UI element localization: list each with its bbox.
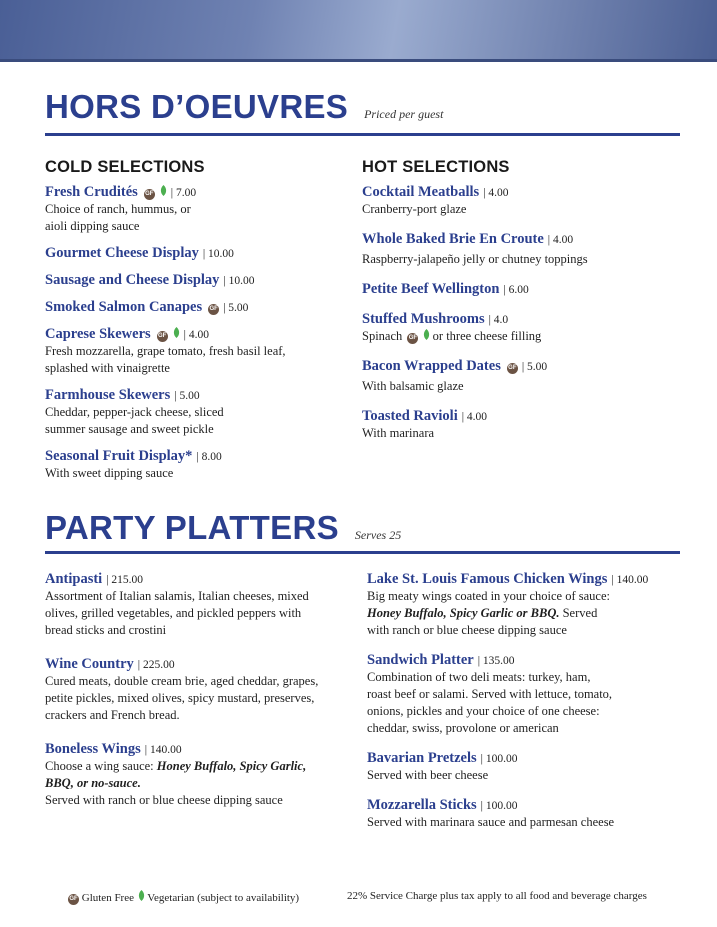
item-name: Mozzarella Sticks <box>367 797 477 813</box>
hot-selections <box>362 158 682 451</box>
item-description-part: Choose a wing sauce: <box>45 759 154 773</box>
item-name: Cocktail Meatballs <box>362 184 480 200</box>
item-description: Cured meats, double cream brie, aged cheddar, grapes, <box>45 674 319 688</box>
vegetarian-label: Vegetarian (subject to availability) <box>147 892 300 904</box>
item-description: aioli dipping sauce <box>45 219 140 233</box>
item-price: | 4.00 <box>483 187 509 199</box>
section-title: PARTY PLATTERS <box>45 509 339 546</box>
item-description: With balsamic glaze <box>362 379 464 393</box>
item-description: with ranch or blue cheese dipping sauce <box>367 623 567 637</box>
item-price: | 4.00 <box>183 329 209 341</box>
section-divider <box>45 551 680 554</box>
item-price: | 5.00 <box>174 390 200 402</box>
item-description: roast beef or salami. Served with lettuce, tomato, <box>367 687 613 701</box>
menu-item <box>362 310 682 345</box>
menu-item <box>45 655 350 724</box>
item-description: Cranberry-port glaze <box>362 202 467 216</box>
menu-item <box>45 244 345 262</box>
section-title: HORS D’OEUVRES <box>45 88 349 125</box>
gluten-free-icon: GF <box>144 189 155 200</box>
item-price: | 5.00 <box>521 361 548 373</box>
menu-item <box>362 230 682 268</box>
column-heading: COLD SELECTIONS <box>45 158 205 176</box>
item-description: splashed with vinaigrette <box>45 361 170 375</box>
menu-item <box>45 183 345 235</box>
menu-item <box>45 325 345 377</box>
item-description: summer sausage and sweet pickle <box>45 422 214 436</box>
item-name: Bavarian Pretzels <box>367 750 477 766</box>
item-description: crackers and French bread. <box>45 708 180 722</box>
item-price: | 100.00 <box>480 800 518 812</box>
item-description: Served with marinara sauce and parmesan cheese <box>367 815 615 829</box>
menu-item <box>45 740 350 809</box>
item-name: Stuffed Mushrooms <box>362 311 485 327</box>
platters-right-column <box>367 570 682 840</box>
menu-item <box>367 651 682 737</box>
item-name: Lake St. Louis Famous Chicken Wings <box>367 571 608 587</box>
item-price: | 7.00 <box>170 187 197 199</box>
item-price: | 215.00 <box>106 574 144 586</box>
item-name: Toasted Ravioli <box>362 408 458 424</box>
sauce-options: Honey Buffalo, Spicy Garlic or BBQ. <box>367 606 560 620</box>
item-description: With sweet dipping sauce <box>45 466 174 480</box>
sauce-options: Honey Buffalo, Spicy Garlic, <box>156 759 307 773</box>
item-description <box>45 775 350 792</box>
gluten-free-icon: GF <box>68 894 79 905</box>
item-name: Sausage and Cheese Display <box>45 272 220 288</box>
menu-item <box>45 386 345 438</box>
vegetarian-leaf-icon <box>173 327 180 338</box>
menu-item <box>45 570 350 639</box>
platters-left-column <box>45 570 350 818</box>
item-price: | 4.00 <box>547 234 574 246</box>
section-divider <box>45 133 680 136</box>
item-price: | 4.00 <box>461 411 488 423</box>
section-note: Serves 25 <box>354 528 402 542</box>
section-note: Priced per guest <box>364 107 444 121</box>
item-description-part: Served <box>562 606 598 620</box>
gluten-free-label: Gluten Free <box>81 892 134 904</box>
menu-item <box>362 357 682 395</box>
item-price: | 100.00 <box>480 753 518 765</box>
item-description: bread sticks and crostini <box>45 623 167 637</box>
gluten-free-icon: GF <box>407 333 418 344</box>
item-name: Seasonal Fruit Display* <box>45 448 193 464</box>
vegetarian-leaf-icon <box>423 329 430 340</box>
item-name: Antipasti <box>45 571 103 587</box>
item-description: olives, grilled vegetables, and pickled peppers with <box>45 606 302 620</box>
vegetarian-leaf-icon <box>138 890 145 901</box>
item-name: Caprese Skewers <box>45 326 151 342</box>
item-description: petite pickles, mixed olives, spicy mustard, preserves, <box>45 691 315 705</box>
gluten-free-icon: GF <box>157 331 168 342</box>
item-name: Smoked Salmon Canapes <box>45 299 203 315</box>
menu-item <box>45 271 345 289</box>
item-description: Assortment of Italian salamis, Italian cheeses, mixed <box>45 589 309 603</box>
service-charge-note: 22% Service Charge plus tax apply to all food and beverage charges <box>347 890 647 902</box>
item-name: Gourmet Cheese Display <box>45 245 199 261</box>
item-description: Served with beer cheese <box>367 768 489 782</box>
item-description: cheddar, swiss, provolone or american <box>367 721 559 735</box>
item-price: | 225.00 <box>137 659 175 671</box>
menu-item <box>362 407 682 442</box>
item-name: Bacon Wrapped Dates <box>362 358 501 374</box>
item-description: Big meaty wings coated in your choice of sauce: <box>367 589 610 603</box>
party-platters-header <box>45 509 680 547</box>
item-description: Served with ranch or blue cheese dipping sauce <box>45 793 283 807</box>
item-price: | 135.00 <box>477 655 515 667</box>
item-description: Fresh mozzarella, grape tomato, fresh basil leaf, <box>45 344 286 358</box>
item-price: | 6.00 <box>503 284 529 296</box>
item-name: Petite Beef Wellington <box>362 281 500 297</box>
vegetarian-leaf-icon <box>160 185 167 196</box>
header-banner <box>0 0 717 62</box>
item-description <box>367 605 682 622</box>
item-description <box>45 758 350 775</box>
menu-item <box>367 749 682 784</box>
sauce-options: BBQ, or no-sauce. <box>45 776 141 790</box>
menu-item <box>367 796 682 831</box>
item-price: | 10.00 <box>202 248 234 260</box>
item-name: Whole Baked Brie En Croute <box>362 231 544 247</box>
item-name: Fresh Crudités <box>45 184 138 200</box>
item-description: With marinara <box>362 426 435 440</box>
menu-item <box>45 298 345 316</box>
item-description: Combination of two deli meats: turkey, ham, <box>367 670 591 684</box>
item-description <box>362 328 682 345</box>
item-price: | 10.00 <box>223 275 255 287</box>
column-heading: HOT SELECTIONS <box>362 158 510 176</box>
gluten-free-icon: GF <box>208 304 219 315</box>
item-name: Boneless Wings <box>45 741 141 757</box>
menu-item <box>362 183 682 218</box>
item-price: | 4.0 <box>488 314 509 326</box>
item-price: | 8.00 <box>196 451 222 463</box>
menu-item <box>45 447 345 482</box>
item-description-part: or three cheese filling <box>432 329 542 343</box>
menu-item <box>362 280 682 298</box>
item-description: onions, pickles and your choice of one cheese: <box>367 704 600 718</box>
item-price: | 5.00 <box>223 302 249 314</box>
cold-selections <box>45 158 345 491</box>
item-description: Choice of ranch, hummus, or <box>45 202 191 216</box>
item-name: Farmhouse Skewers <box>45 387 171 403</box>
hors-doeuvres-header <box>45 88 680 126</box>
item-description: Cheddar, pepper-jack cheese, sliced <box>45 405 224 419</box>
legend <box>68 890 299 905</box>
gluten-free-icon: GF <box>507 363 518 374</box>
item-description-part: Spinach <box>362 329 403 343</box>
item-price: | 140.00 <box>144 744 182 756</box>
item-price: | 140.00 <box>611 574 649 586</box>
item-name: Sandwich Platter <box>367 652 474 668</box>
item-description: Raspberry-jalapeño jelly or chutney toppings <box>362 252 588 266</box>
menu-item <box>367 570 682 639</box>
item-name: Wine Country <box>45 656 134 672</box>
